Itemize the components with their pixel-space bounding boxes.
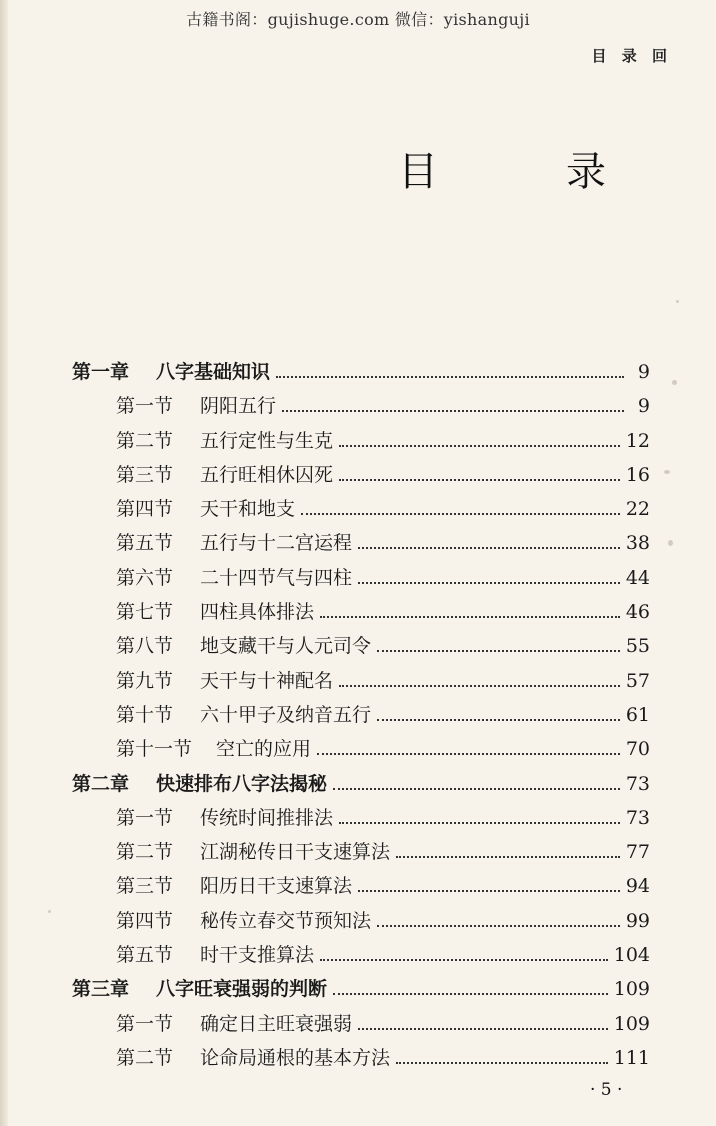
dot-leader: [333, 787, 620, 790]
toc-section-row[interactable]: [72, 904, 650, 938]
toc-page-number: 104: [613, 944, 650, 967]
toc-page-number: 9: [637, 395, 650, 418]
toc-section-title: 江湖秘传日干支速算法: [200, 841, 391, 864]
toc-section-row[interactable]: [72, 938, 650, 972]
dot-leader: [358, 1027, 608, 1030]
toc-page-number: 44: [625, 566, 650, 589]
scan-speck: [668, 540, 673, 546]
toc-section-number: 第二节: [116, 841, 174, 864]
toc-section-number: 第六节: [116, 566, 174, 589]
toc-section-title: 空亡的应用: [216, 738, 312, 761]
toc-section-number: 第八节: [116, 635, 174, 658]
dot-leader: [396, 855, 620, 858]
toc-section-title: 时干支推算法: [200, 944, 315, 967]
page-number: · 5 ·: [590, 1080, 623, 1100]
scan-speck: [48, 910, 51, 913]
toc-section-title: 阴阳五行: [200, 395, 277, 418]
toc-section-row[interactable]: [72, 732, 650, 766]
toc-page-number: 16: [625, 463, 650, 486]
toc-section-number: 第一节: [116, 1012, 174, 1035]
toc-section-number: 第五节: [116, 944, 174, 967]
dot-leader: [301, 512, 620, 515]
toc-section-row[interactable]: [72, 526, 650, 560]
dot-leader: [317, 752, 620, 755]
table-of-contents: [72, 355, 650, 1075]
toc-section-number: 第五节: [116, 532, 174, 555]
toc-page-number: 111: [613, 1046, 650, 1069]
toc-section-row[interactable]: [72, 835, 650, 869]
toc-section-title: 确定日主旺衰强弱: [200, 1012, 353, 1035]
toc-chapter-number: 第三章: [72, 978, 130, 1001]
dot-leader: [358, 889, 620, 892]
toc-page-number: 38: [625, 532, 650, 555]
toc-section-title: 二十四节气与四柱: [200, 566, 353, 589]
toc-section-row[interactable]: [72, 698, 650, 732]
toc-section-title: 五行定性与生克: [200, 429, 334, 452]
toc-section-row[interactable]: [72, 424, 650, 458]
toc-section-row[interactable]: [72, 801, 650, 835]
toc-section-number: 第二节: [116, 429, 174, 452]
dot-leader: [320, 615, 620, 618]
dot-leader: [282, 409, 624, 412]
toc-section-title: 六十甲子及纳音五行: [200, 703, 372, 726]
dot-leader: [377, 718, 620, 721]
toc-page-number: 77: [625, 841, 650, 864]
toc-section-number: 第一节: [116, 806, 174, 829]
toc-section-title: 阳历日干支速算法: [200, 875, 353, 898]
toc-section-number: 第三节: [116, 875, 174, 898]
toc-chapter-row[interactable]: [72, 972, 650, 1006]
toc-section-number: 第一节: [116, 395, 174, 418]
dot-leader: [320, 958, 608, 961]
toc-page-number: 109: [613, 1012, 650, 1035]
toc-section-row[interactable]: [72, 561, 650, 595]
toc-section-row[interactable]: [72, 595, 650, 629]
toc-page-number: 57: [625, 669, 650, 692]
dot-leader: [358, 581, 620, 584]
dot-leader: [276, 375, 624, 378]
toc-section-title: 论命局通根的基本方法: [200, 1046, 391, 1069]
toc-section-number: 第十一节: [116, 738, 193, 761]
dot-leader: [377, 649, 620, 652]
toc-chapter-title: 八字旺衰强弱的判断: [156, 978, 328, 1001]
toc-section-row[interactable]: [72, 869, 650, 903]
toc-page-number: 55: [625, 635, 650, 658]
toc-section-number: 第三节: [116, 463, 174, 486]
dot-leader: [339, 821, 620, 824]
running-head: 目 录 回: [591, 47, 672, 65]
toc-section-number: 第四节: [116, 909, 174, 932]
toc-section-title: 天干和地支: [200, 498, 296, 521]
dot-leader: [377, 924, 620, 927]
page-title: 目 录: [398, 149, 650, 195]
dot-leader: [339, 684, 620, 687]
toc-section-number: 第二节: [116, 1046, 174, 1069]
dot-leader: [396, 1061, 608, 1064]
toc-page-number: 73: [625, 772, 650, 795]
toc-section-number: 第四节: [116, 498, 174, 521]
dot-leader: [339, 444, 620, 447]
toc-page-number: 99: [625, 909, 650, 932]
toc-chapter-number: 第二章: [72, 772, 130, 795]
toc-page-number: 46: [625, 601, 650, 624]
toc-page-number: 94: [625, 875, 650, 898]
toc-section-title: 传统时间推排法: [200, 806, 334, 829]
toc-section-title: 地支藏干与人元司令: [200, 635, 372, 658]
toc-page-number: 109: [613, 978, 650, 1001]
toc-section-number: 第十节: [116, 703, 174, 726]
toc-page-number: 22: [625, 498, 650, 521]
toc-section-row[interactable]: [72, 492, 650, 526]
toc-section-number: 第九节: [116, 669, 174, 692]
toc-page-number: 12: [625, 429, 650, 452]
dot-leader: [333, 992, 608, 995]
toc-section-row[interactable]: [72, 458, 650, 492]
toc-section-row[interactable]: [72, 629, 650, 663]
toc-section-row[interactable]: [72, 389, 650, 423]
toc-chapter-title: 快速排布八字法揭秘: [156, 772, 328, 795]
toc-section-title: 四柱具体排法: [200, 601, 315, 624]
scan-speck: [672, 380, 677, 385]
toc-section-title: 天干与十神配名: [200, 669, 334, 692]
dot-leader: [339, 478, 620, 481]
toc-section-title: 秘传立春交节预知法: [200, 909, 372, 932]
toc-page-number: 9: [637, 361, 650, 383]
dot-leader: [358, 546, 620, 549]
toc-page-number: 70: [625, 738, 650, 761]
scan-speck: [664, 470, 670, 474]
toc-page-number: 73: [625, 806, 650, 829]
toc-section-title: 五行与十二宫运程: [200, 532, 353, 555]
toc-section-title: 五行旺相休囚死: [200, 463, 334, 486]
toc-chapter-title: 八字基础知识: [156, 361, 271, 383]
toc-chapter-number: 第一章: [72, 361, 130, 383]
toc-section-number: 第七节: [116, 601, 174, 624]
toc-chapter-row[interactable]: [72, 767, 650, 801]
scan-speck: [676, 300, 679, 303]
toc-section-row[interactable]: [72, 1007, 650, 1041]
watermark-text: 古籍书阁：gujishuge.com 微信：yishanguji: [186, 10, 530, 29]
toc-chapter-row[interactable]: [72, 355, 650, 389]
toc-section-row[interactable]: [72, 1041, 650, 1075]
page-gutter-shadow: [0, 0, 8, 1126]
toc-section-row[interactable]: [72, 664, 650, 698]
toc-page-number: 61: [625, 703, 650, 726]
